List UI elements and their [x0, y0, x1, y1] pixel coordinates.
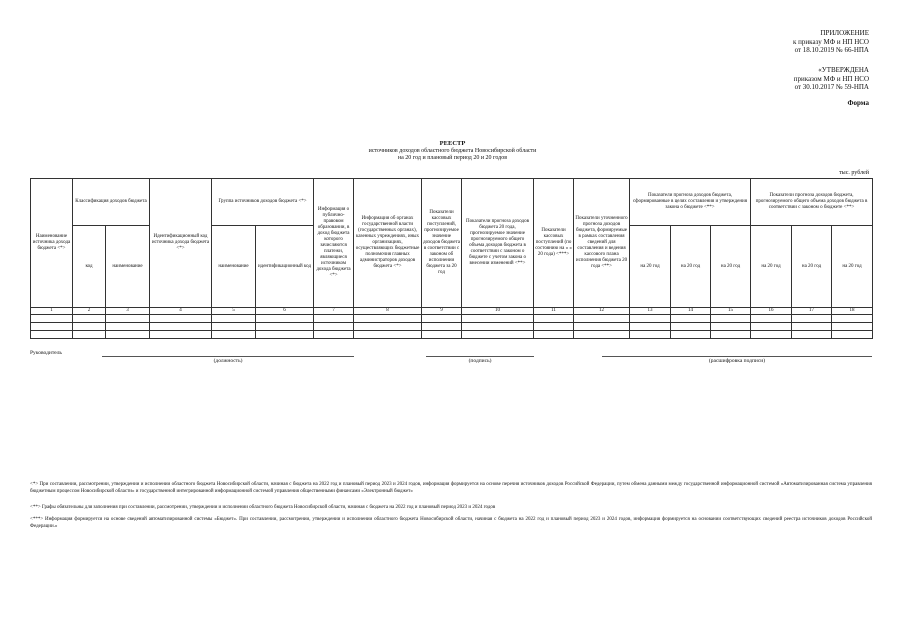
column-number: 16 — [751, 308, 792, 315]
column-number: 6 — [256, 308, 314, 315]
table-row — [31, 323, 873, 331]
header-authorities: Информация об органах государственной власти (государственных органах), казенных учреждениях, иных организациях, осуществляющих бюджетные полномочия главных администраторов доходов бюджета <*> — [354, 179, 422, 308]
column-number: 15 — [711, 308, 751, 315]
header-forecast: Показатели прогноза доходов бюджета 20 года, прогнозируемое значение прогнозируемого общего объема доходов бюджета в соответствии с законом о бюджете с учетом закона о внесении изменений <**> — [462, 179, 534, 308]
column-number: 1 — [31, 308, 73, 315]
header-name: наименование — [106, 226, 150, 308]
column-number: 8 — [354, 308, 422, 315]
header-cash-date: Показатели кассовых поступлений (по состоянию на « » 20 года) <***> — [534, 179, 574, 308]
footnote: <*> При составлении, рассмотрении, утверждении и исполнении областного бюджета Новосибирской области, начиная с бюджета на 2022 год и плановый период 2023 и 2024 годов, информация формируется на основе перечня источников доходов Российской Федерации, путем обмена данными между государственной информационной системой «Автоматизированная система управления бюджетным процессом Новосибирской области» и государственной интегрированной информационной системой управления общественными финансами «Электронный бюджет» — [30, 482, 872, 494]
column-number: 12 — [574, 308, 630, 315]
approved-line: от 30.10.2017 № 59-НПА — [794, 83, 869, 91]
header-year: на 20 год — [792, 226, 832, 308]
header-public-entity: Информация о публично-правовом образовании, в доход бюджета которого зачисляются платежи, являющиеся источником дохода бюджета <*> — [314, 179, 354, 308]
decoding-caption: (расшифровка подписи) — [708, 358, 766, 364]
head-label: Руководитель — [30, 350, 62, 356]
units-label: тыс. рублей — [839, 170, 869, 176]
document-title — [0, 140, 905, 163]
position-caption: (должность) — [213, 358, 243, 364]
column-number: 7 — [314, 308, 354, 315]
table-row — [31, 315, 873, 323]
approved-line: «УТВЕРЖДЕНА — [818, 66, 869, 74]
table-row — [31, 331, 873, 339]
approved-line: приказом МФ и НП НСО — [793, 74, 869, 83]
form-label: Форма — [847, 99, 869, 107]
title-subtitle: источников доходов областного бюджета Новосибирской области — [368, 147, 537, 154]
column-number: 14 — [671, 308, 711, 315]
footnote: <***> Информация формируется на основе сведений автоматизированной системы «Бюджет». При составлении, рассмотрении, утверждении и исполнении областного бюджета Новосибирской области, начиная с бюджета на 2022 год и плановый период 2023 и 2024 годов, информация формируется на основании соответствующих сведений реестра источников доходов Российской Федерации.» — [30, 517, 872, 529]
header-year: на 20 год — [671, 226, 711, 308]
column-number: 13 — [630, 308, 671, 315]
appendix-line: от 18.10.2019 № 66-НПА — [794, 46, 869, 54]
header-cash-receipts: Показатели кассовых поступлений, прогнозируемое значение доходов бюджета в соответствии с законом об исполнении бюджета за 20 год — [422, 179, 462, 308]
column-number: 3 — [106, 308, 150, 315]
registry-table — [30, 178, 873, 339]
appendix-block — [793, 29, 869, 55]
signature-caption: (подпись) — [468, 358, 492, 364]
header-classification: Классификация доходов бюджета — [73, 179, 150, 226]
header-year: на 20 год — [832, 226, 873, 308]
title-period: на 20 год и плановый период 20 и 20 годов — [397, 155, 508, 161]
column-number: 18 — [832, 308, 873, 315]
position-line — [102, 356, 354, 357]
header-year: на 20 год — [751, 226, 792, 308]
header-source-group: Группа источников доходов бюджета <*> — [212, 179, 314, 226]
header-total-forecast: Показатели прогноза доходов бюджета, прогнозируемого общего объема доходов бюджета в соответствии с законом о бюджете <**> — [751, 179, 873, 226]
column-number: 4 — [150, 308, 212, 315]
header-year: на 20 год — [711, 226, 751, 308]
approved-block — [794, 66, 869, 92]
column-number: 17 — [792, 308, 832, 315]
header-source-name: Наименование источника дохода бюджета <*> — [31, 179, 73, 308]
decoding-line — [602, 356, 872, 357]
header-refined-forecast: Показатели уточненного прогноза доходов бюджета, формируемые в рамках составления сведений для составления и ведения кассового плана исполнения бюджета 20 года <**> — [574, 179, 630, 308]
column-number: 10 — [462, 308, 534, 315]
title-main: РЕЕСТР — [439, 140, 466, 147]
column-number: 11 — [534, 308, 574, 315]
header-code: код — [73, 226, 106, 308]
column-number: 5 — [212, 308, 256, 315]
header-law-forecast: Показатели прогноза доходов бюджета, сформированные в целях составления и утверждения закона о бюджете <**> — [630, 179, 751, 226]
footnote: <**> Графы обязательны для заполнения при составлении, рассмотрении, утверждении и исполнении областного бюджета Новосибирской области, начиная с бюджета на 2022 год и плановый период 2023 и 2024 годов — [30, 505, 496, 510]
column-number-row — [31, 308, 873, 315]
column-number: 2 — [73, 308, 106, 315]
header-id-code: Идентификационный код источника дохода бюджета <*> — [150, 179, 212, 308]
appendix-line: к приказу МФ и НП НСО — [793, 37, 869, 46]
header-group-code: идентификационный код — [256, 226, 314, 308]
appendix-line: ПРИЛОЖЕНИЕ — [820, 29, 869, 37]
column-number: 9 — [422, 308, 462, 315]
signature-line — [426, 356, 534, 357]
header-group-name: наименование — [212, 226, 256, 308]
header-year: на 20 год — [630, 226, 671, 308]
